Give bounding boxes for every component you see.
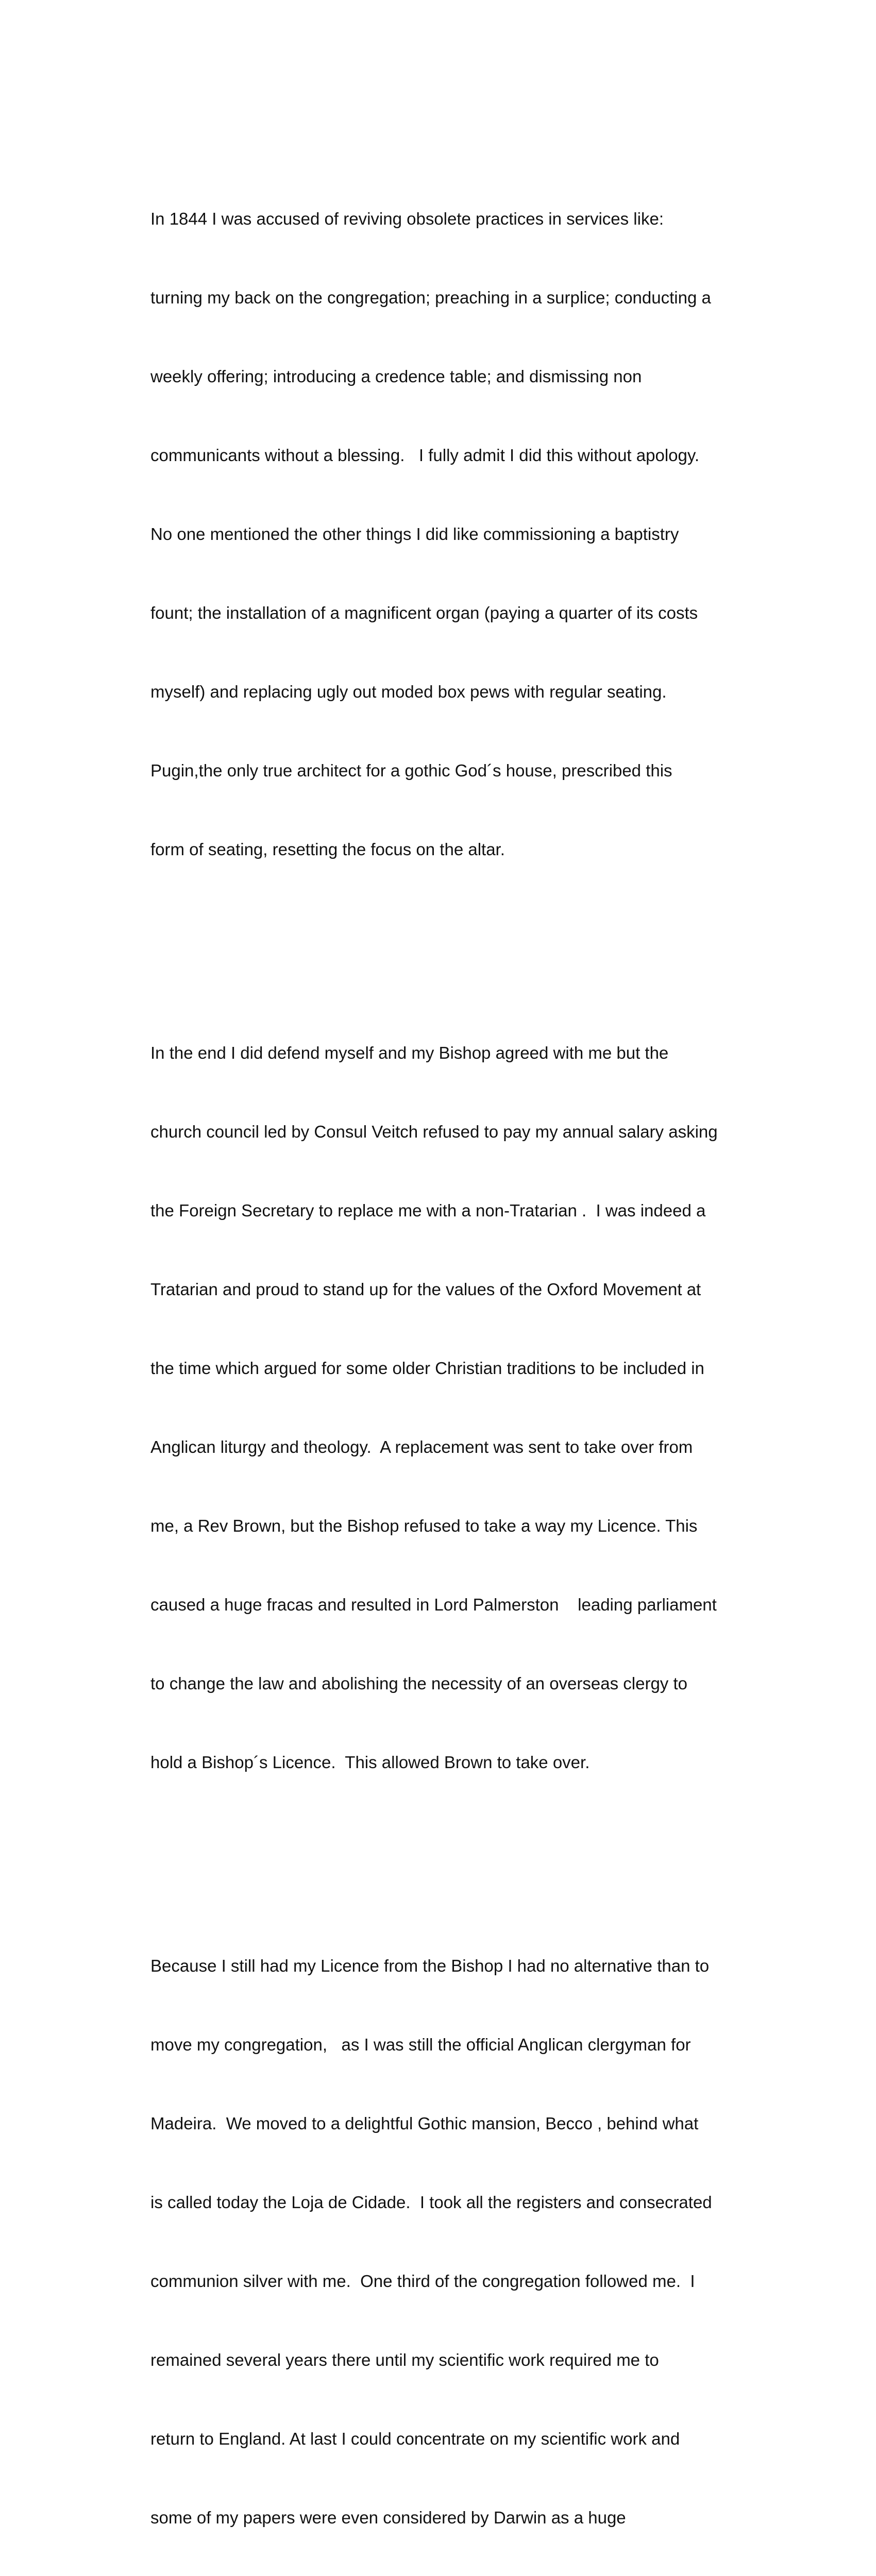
text-line: is called today the Loja de Cidade. I took all the registers and consecrated	[150, 2193, 712, 2212]
text-line: myself) and replacing ugly out moded box pews with regular seating.	[150, 682, 667, 701]
text-line: Tratarian and proud to stand up for the values of the Oxford Movement at	[150, 1280, 701, 1299]
text-line: Madeira. We moved to a delightful Gothic mansion, Becco , behind what	[150, 2114, 699, 2133]
body-text	[150, 94, 730, 2576]
text-line: form of seating, resetting the focus on the altar.	[150, 840, 505, 859]
text-line: caused a huge fracas and resulted in Lord Palmerston leading parliament	[150, 1595, 717, 1614]
paragraph-3	[150, 1900, 730, 2576]
text-line: church council led by Consul Veitch refused to pay my annual salary asking	[150, 1122, 718, 1141]
text-line: hold a Bishop´s Licence. This allowed Brown to take over.	[150, 1753, 590, 1772]
text-line: In 1844 I was accused of reviving obsolete practices in services like:	[150, 209, 664, 228]
text-line: some of my papers were even considered by Darwin as a huge	[150, 2508, 626, 2527]
text-line: Pugin,the only true architect for a gothic God´s house, prescribed this	[150, 761, 672, 780]
paragraph-1	[150, 153, 730, 915]
text-line: me, a Rev Brown, but the Bishop refused to take a way my Licence. This	[150, 1516, 698, 1535]
text-line: return to England. At last I could concentrate on my scientific work and	[150, 2429, 680, 2448]
text-line: communion silver with me. One third of the congregation followed me. I	[150, 2272, 695, 2291]
text-line: the Foreign Secretary to replace me with a non-Tratarian . I was indeed a	[150, 1201, 706, 1220]
text-line: turning my back on the congregation; preaching in a surplice; conducting a	[150, 288, 711, 307]
text-line: the time which argued for some older Christian traditions to be included in	[150, 1359, 704, 1378]
text-line: No one mentioned the other things I did like commissioning a baptistry	[150, 524, 679, 544]
text-line: fount; the installation of a magnificent organ (paying a quarter of its costs	[150, 603, 698, 622]
text-line: communicants without a blessing. I fully admit I did this without apology.	[150, 446, 700, 465]
text-line: remained several years there until my scientific work required me to	[150, 2350, 659, 2369]
text-line: Anglican liturgy and theology. A replacement was sent to take over from	[150, 1437, 693, 1456]
text-line: move my congregation, as I was still the official Anglican clergyman for	[150, 2035, 691, 2054]
text-line: to change the law and abolishing the necessity of an overseas clergy to	[150, 1674, 687, 1693]
text-line: weekly offering; introducing a credence table; and dismissing non	[150, 367, 642, 386]
paragraph-2	[150, 987, 730, 1828]
text-line: Because I still had my Licence from the Bishop I had no alternative than to	[150, 1956, 710, 1975]
text-line: In the end I did defend myself and my Bishop agreed with me but the	[150, 1043, 669, 1062]
